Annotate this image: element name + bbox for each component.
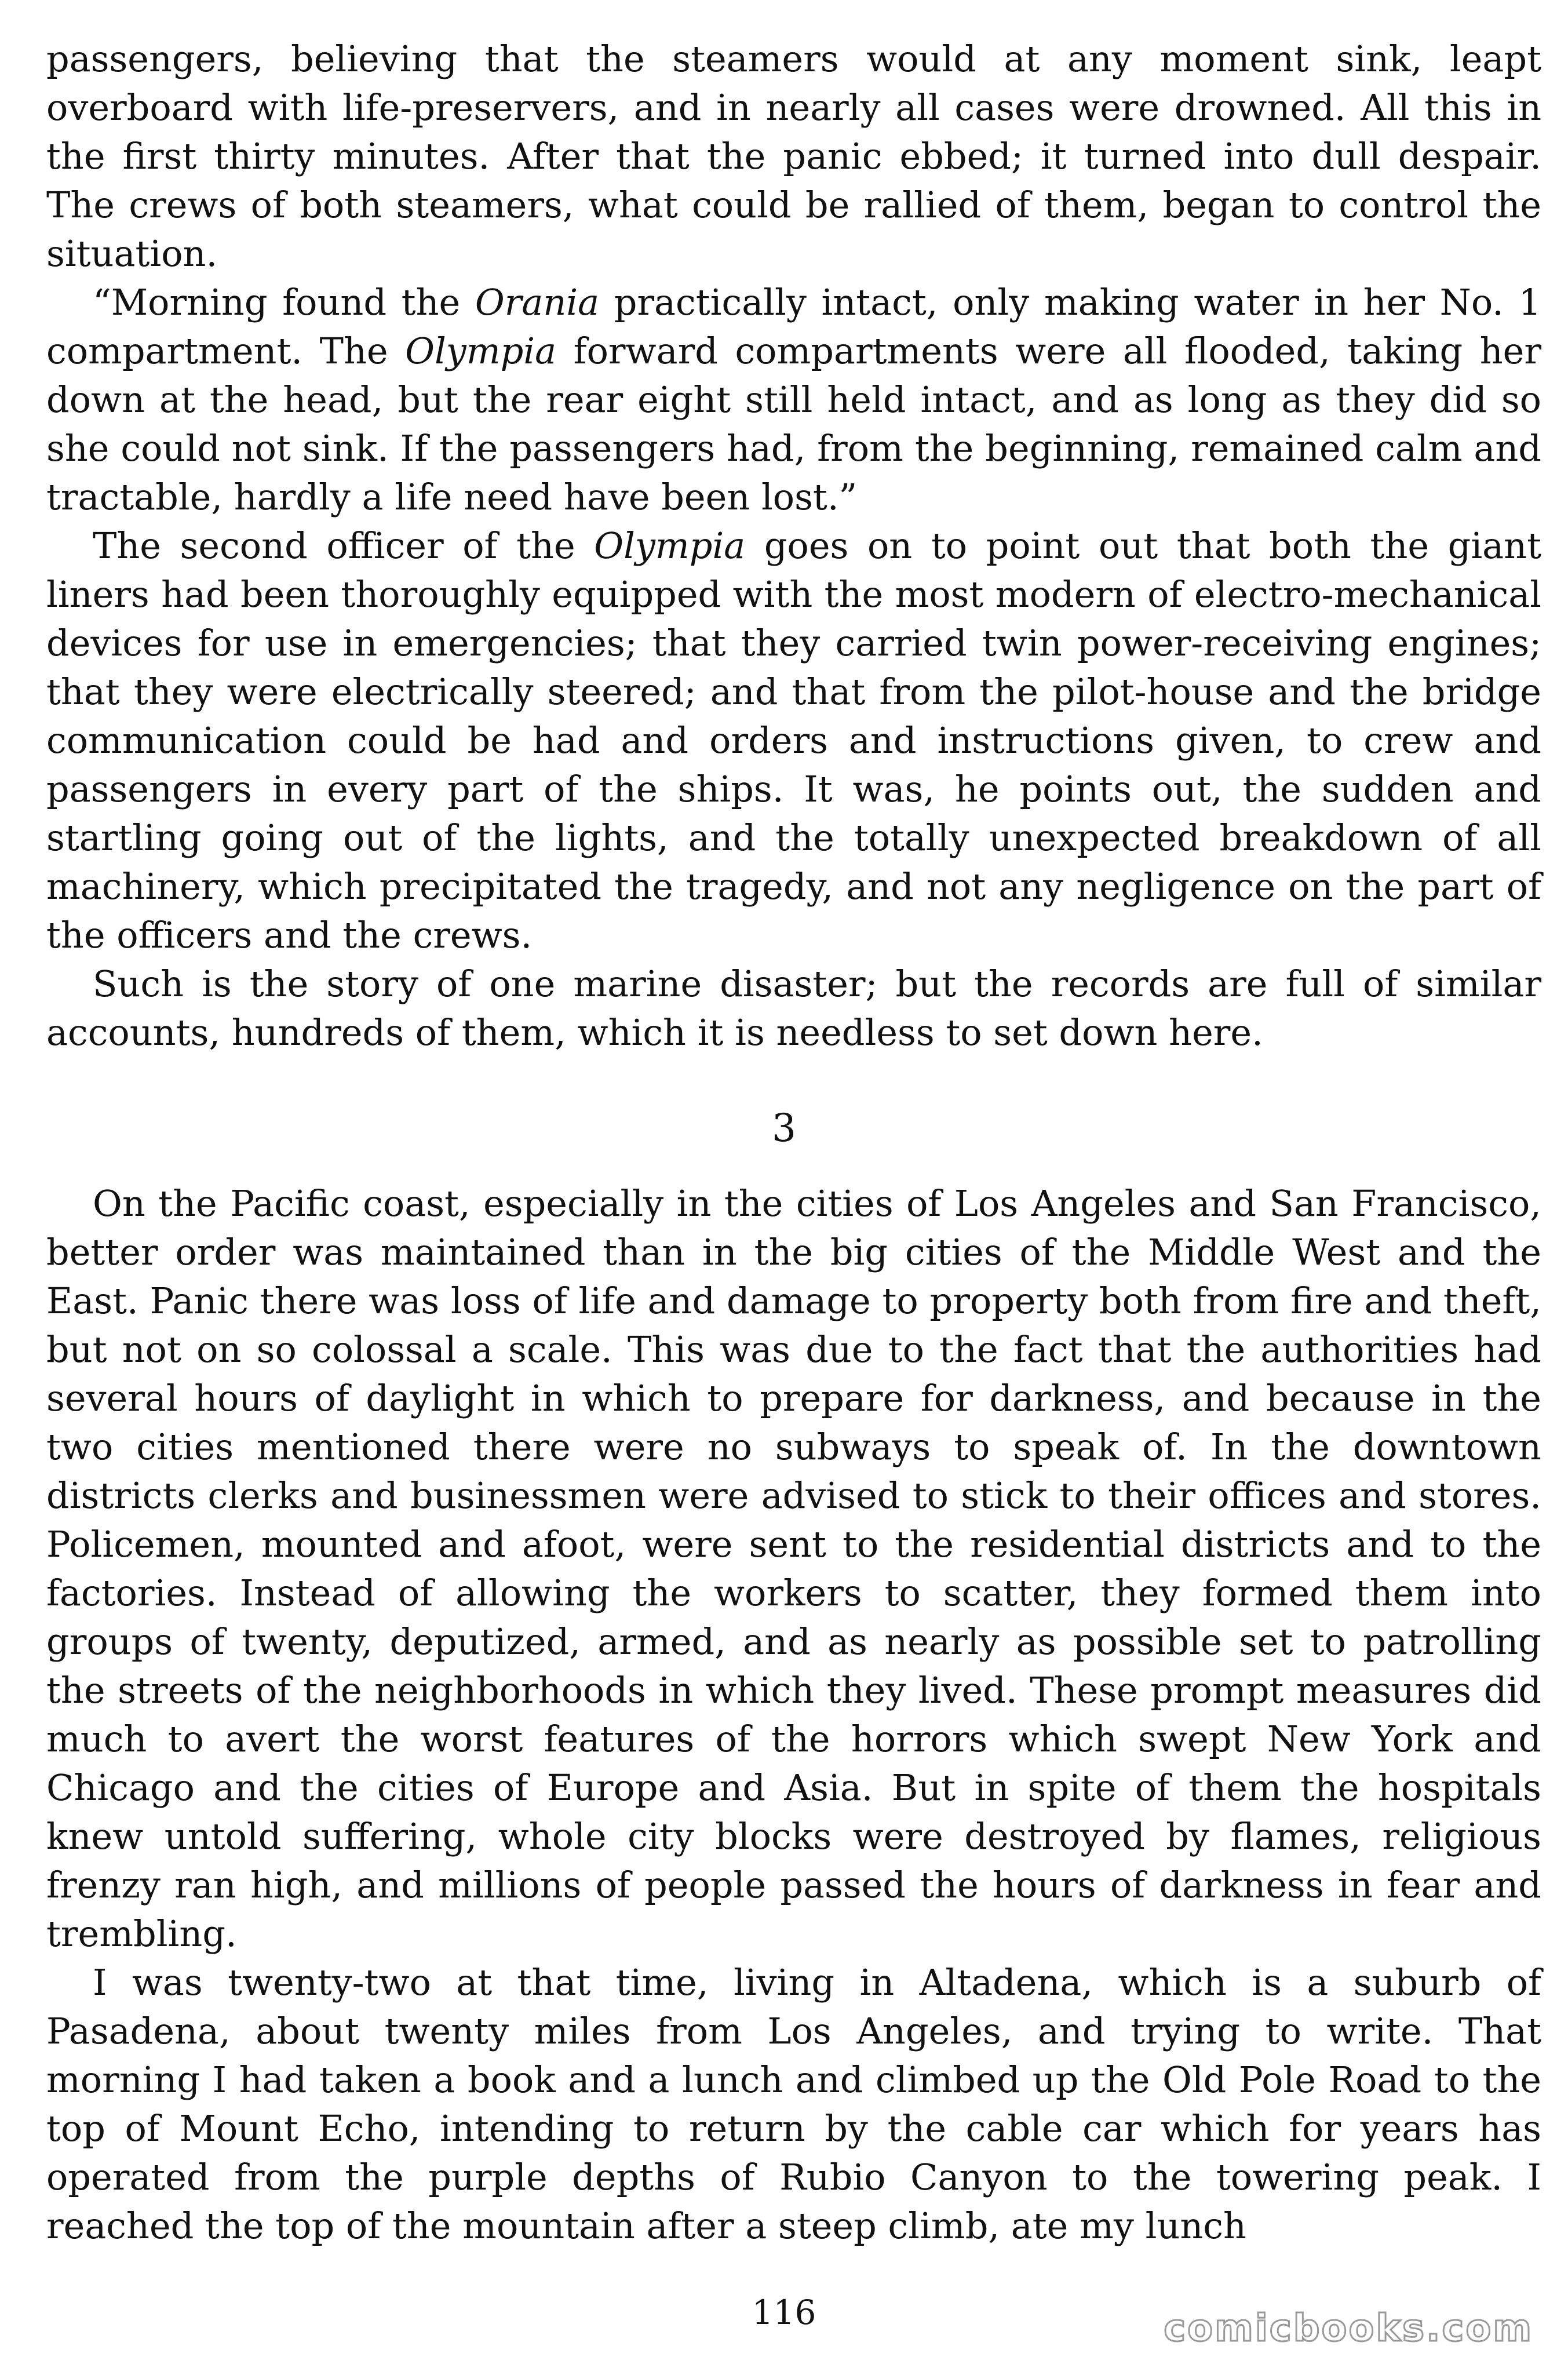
paragraph-quote xyxy=(46,278,1541,522)
ship-name-olympia: Olympia xyxy=(405,330,557,372)
watermark-logo: comicbooks.com xyxy=(1164,2307,1533,2350)
paragraph: Such is the story of one marine disaster; but the records are full of similar accounts, hundreds of them, which it is needless to set down here. xyxy=(46,963,1541,1054)
page-number: 116 xyxy=(752,2293,816,2332)
ship-name-orania: Orania xyxy=(475,281,600,323)
paragraph: I was twenty-two at that time, living in Altadena, which is a suburb of Pasadena, about twenty miles from Los Angeles, and trying to write. That morning I had taken a book and a lunch and climbed up the Old Pole Road to the top of Mount Echo, intending to return by the cable car which for years has operated from the purple depths of Rubio Canyon to the towering peak. I reached the top of the mountain after a steep climb, ate my lunch xyxy=(46,1961,1541,2247)
paragraph: On the Pacific coast, especially in the cities of Los Angeles and San Francisco, better order was maintained than in the big cities of the Middle West and the East. Panic there was loss of life and damage to property both from fire and theft, but not on so colossal a scale. This was due to the fact that the authorities had several hours of daylight in which to prepare for darkness, and because in the two cities mentioned there were no subways to speak of. In the downtown districts clerks and businessmen were advised to stick to their offices and stores. Policemen, mounted and afoot, were sent to the residential districts and to the factories. Instead of allowing the workers to scatter, they formed them into groups of twenty, deputized, armed, and as nearly as possible set to patrolling the streets of the neighborhoods in which they lived. These prompt measures did much to avert the worst features of the horrors which swept New York and Chicago and the cities of Europe and Asia. But in spite of them the hospitals knew untold suffering, whole city blocks were destroyed by flames, religious frenzy ran high, and millions of people passed the hours of darkness in fear and trembling. xyxy=(46,1182,1541,1955)
text-run: forward compartments were all flooded, taking her down at the head, but the rear eight still held intact, and as long as they did so she could not sink. If the passengers had, from the beginning, remained calm and tractable, hardly a life need have been lost.” xyxy=(46,330,1541,518)
text-block-bottom xyxy=(46,1179,1541,2250)
section-number: 3 xyxy=(772,1106,796,1150)
ship-name-olympia: Olympia xyxy=(594,524,746,567)
text-run: practically intact, only making water in her No. 1 compartment. The xyxy=(46,281,1541,372)
text-run: goes on to point out that both the giant liners had been thoroughly equipped with the most modern of electro-mechanical devices for use in emergencies; that they carried twin power-receiving engines; that they were electrically steered; and that from the pilot-house and the bridge communication could be had and orders and instructions given, to crew and passengers in every part of the ships. It was, he points out, the sudden and startling going out of the lights, and the totally unexpected breakdown of all machinery, which precipitated the tragedy, and not any negligence on the part of the officers and the crews. xyxy=(46,524,1541,956)
text-run: The second officer of the xyxy=(93,524,595,567)
text-block-top xyxy=(46,35,1541,1057)
text-run: “Morning found the xyxy=(93,281,475,323)
paragraph xyxy=(46,522,1541,960)
paragraph: passengers, believing that the steamers would at any moment sink, leapt overboard with life-preservers, and in nearly all cases were drowned. All this in the first thirty minutes. After that the panic ebbed; it turned into dull despair. The crews of both steamers, what could be rallied of them, began to control the situation. xyxy=(46,38,1541,275)
